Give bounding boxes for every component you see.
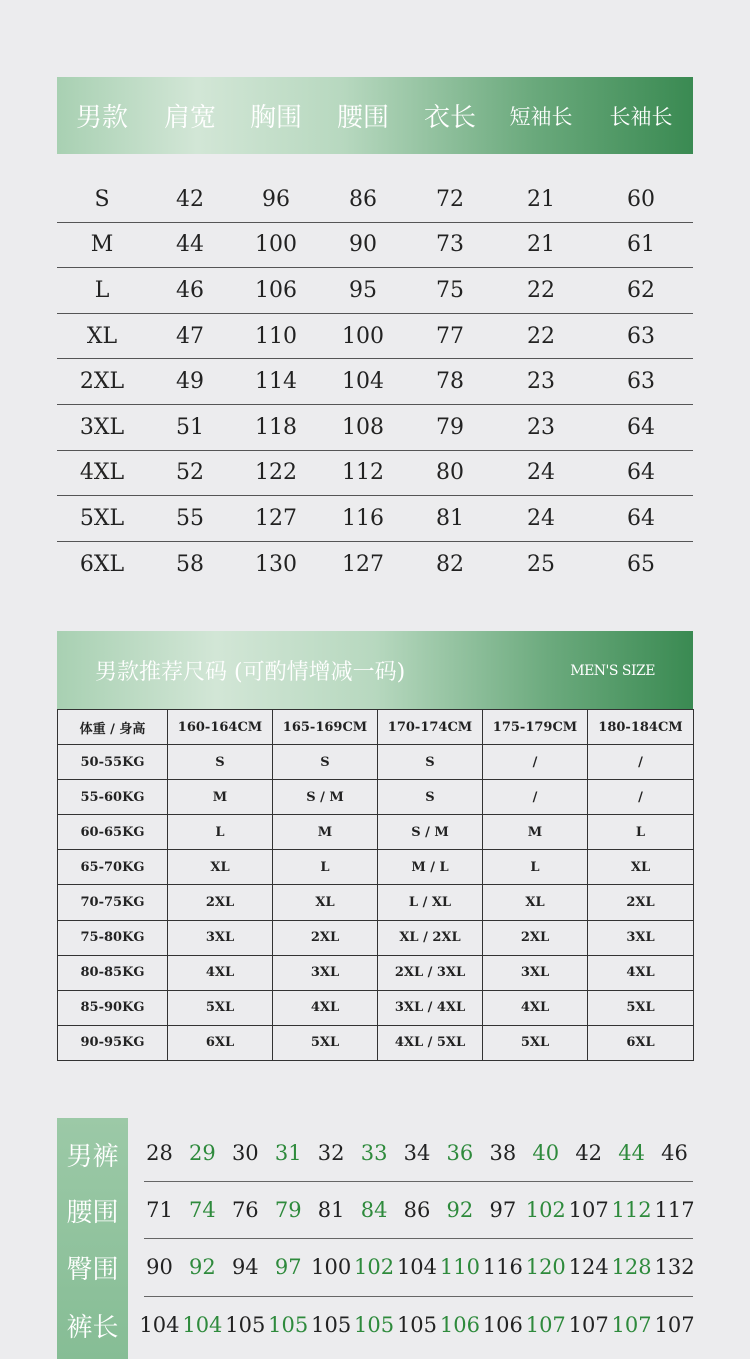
header-chest: 胸围: [249, 103, 302, 133]
size-value: 72: [436, 186, 464, 212]
header-shoulder: 肩宽: [163, 103, 216, 133]
weight-range: 70-75KG: [58, 885, 168, 920]
size-value: 106: [255, 277, 297, 303]
size-label: XL: [86, 323, 118, 349]
recommended-size: S: [378, 745, 483, 780]
height-range-header: 160-164CM: [168, 710, 273, 745]
height-range-header: 170-174CM: [378, 710, 483, 745]
pants-value: 94: [231, 1255, 259, 1279]
size-value: 22: [527, 277, 555, 303]
recommended-size: 4XL: [273, 990, 378, 1025]
size-value: 58: [176, 552, 204, 578]
weight-range: 60-65KG: [58, 815, 168, 850]
size-row: [57, 177, 693, 223]
recommend-row: [58, 745, 694, 780]
recommend-row: [58, 885, 694, 920]
pants-value: 104: [182, 1313, 223, 1337]
size-label: 3XL: [79, 414, 125, 440]
recommend-row: [58, 850, 694, 885]
size-value: 61: [627, 232, 655, 258]
size-value: 96: [262, 186, 290, 212]
size-row: [57, 314, 693, 360]
recommended-size: L: [588, 815, 694, 850]
size-label: 6XL: [79, 552, 125, 578]
recommended-size: M: [483, 815, 588, 850]
pants-value: 71: [146, 1198, 173, 1222]
pants-divider: [144, 1181, 693, 1182]
pants-value: 124: [568, 1255, 609, 1279]
size-row: [57, 451, 693, 497]
size-value: 75: [436, 277, 464, 303]
pants-value: 128: [611, 1255, 652, 1279]
recommended-size: XL: [273, 885, 378, 920]
recommended-size: /: [588, 745, 694, 780]
pants-value: 112: [611, 1198, 652, 1222]
size-value: 127: [342, 552, 384, 578]
size-value: 77: [436, 323, 464, 349]
size-value: 73: [436, 232, 464, 258]
recommended-size: /: [588, 780, 694, 815]
size-value: 116: [342, 505, 384, 531]
size-row: [57, 268, 693, 314]
recommended-size: XL / 2XL: [378, 920, 483, 955]
pants-value: 132: [654, 1255, 695, 1279]
recommended-size: 2XL: [168, 885, 273, 920]
size-row: [57, 405, 693, 451]
pants-row-label: 腰围: [66, 1198, 119, 1228]
size-row: [57, 359, 693, 405]
recommended-size: /: [483, 745, 588, 780]
weight-range: 90-95KG: [58, 1025, 168, 1060]
pants-value: 46: [661, 1141, 688, 1165]
height-range-header: 165-169CM: [273, 710, 378, 745]
recommended-size: M: [273, 815, 378, 850]
size-value: 64: [627, 460, 655, 486]
size-value: 44: [176, 232, 204, 258]
pants-divider: [144, 1238, 693, 1239]
pants-value: 104: [139, 1313, 180, 1337]
size-value: 104: [342, 369, 384, 395]
pants-value: 97: [274, 1255, 302, 1279]
size-value: 82: [436, 552, 464, 578]
recommend-row: [58, 990, 694, 1025]
pants-value: 104: [396, 1255, 438, 1279]
pants-value: 106: [439, 1313, 480, 1337]
height-range-header: 180-184CM: [588, 710, 694, 745]
recommend-header: [57, 631, 693, 709]
pants-value: 86: [403, 1198, 431, 1222]
size-value: 114: [255, 369, 297, 395]
recommended-size: 6XL: [168, 1025, 273, 1060]
recommend-row: [58, 955, 694, 990]
weight-range: 85-90KG: [58, 990, 168, 1025]
pants-value: 92: [189, 1255, 216, 1279]
size-value: 64: [627, 505, 655, 531]
size-value: 64: [627, 414, 655, 440]
recommend-row: [58, 920, 694, 955]
size-value: 65: [627, 552, 655, 578]
pants-value: 32: [317, 1141, 345, 1165]
recommended-size: 5XL: [168, 990, 273, 1025]
pants-value: 117: [654, 1198, 695, 1222]
pants-value: 42: [575, 1141, 603, 1165]
pants-value: 107: [568, 1198, 609, 1222]
recommended-size: 5XL: [588, 990, 694, 1025]
recommended-size: S: [378, 780, 483, 815]
recommend-table: [57, 709, 694, 1061]
recommended-size: 4XL / 5XL: [378, 1025, 483, 1060]
size-value: 110: [255, 323, 297, 349]
pants-value: 79: [274, 1198, 302, 1222]
pants-row-label: 臀围: [66, 1255, 119, 1285]
weight-height-header: 体重 / 身高: [58, 710, 168, 745]
weight-range: 50-55KG: [58, 745, 168, 780]
pants-value: 30: [231, 1141, 259, 1165]
size-value: 63: [627, 323, 655, 349]
pants-value: 102: [354, 1255, 395, 1279]
size-value: 95: [349, 277, 377, 303]
recommend-row: [58, 815, 694, 850]
header-style: 男款: [75, 103, 128, 133]
size-value: 51: [176, 414, 204, 440]
pants-divider: [144, 1296, 693, 1297]
recommended-size: L: [483, 850, 588, 885]
size-value: 112: [342, 460, 384, 486]
pants-value: 44: [618, 1141, 645, 1165]
pants-value: 105: [225, 1313, 266, 1337]
recommended-size: L: [168, 815, 273, 850]
recommended-size: XL: [483, 885, 588, 920]
recommend-row: [58, 1025, 694, 1060]
recommended-size: S: [168, 745, 273, 780]
header-long-sleeve: 长袖长: [609, 104, 673, 129]
size-row: [57, 496, 693, 542]
size-value: 79: [436, 414, 464, 440]
pants-value: 76: [231, 1198, 259, 1222]
size-value: 21: [527, 186, 555, 212]
weight-range: 75-80KG: [58, 920, 168, 955]
size-value: 23: [527, 369, 555, 395]
recommended-size: S / M: [378, 815, 483, 850]
size-value: 86: [349, 186, 377, 212]
pants-value: 105: [311, 1313, 352, 1337]
weight-range: 65-70KG: [58, 850, 168, 885]
recommended-size: M / L: [378, 850, 483, 885]
recommended-size: 4XL: [483, 990, 588, 1025]
size-value: 62: [627, 277, 655, 303]
pants-row: [138, 1305, 696, 1345]
size-label: 5XL: [79, 505, 125, 531]
size-value: 21: [527, 232, 555, 258]
recommended-size: XL: [588, 850, 694, 885]
height-range-header: 175-179CM: [483, 710, 588, 745]
pants-value: 84: [360, 1198, 388, 1222]
pants-value: 107: [568, 1313, 609, 1337]
pants-value: 105: [354, 1313, 395, 1337]
pants-row: [138, 1247, 696, 1287]
header-length: 衣长: [423, 103, 476, 133]
pants-row-label: 男裤: [66, 1142, 119, 1172]
pants-value: 28: [146, 1141, 173, 1165]
size-row: [57, 223, 693, 269]
size-value: 42: [176, 186, 204, 212]
size-value: 80: [436, 460, 464, 486]
recommended-size: 3XL: [168, 920, 273, 955]
weight-range: 80-85KG: [58, 955, 168, 990]
pants-value: 74: [189, 1198, 216, 1222]
pants-value: 33: [360, 1141, 388, 1165]
pants-row: [138, 1133, 696, 1173]
size-value: 122: [255, 460, 297, 486]
size-value: 100: [255, 232, 297, 258]
recommend-subtitle: MEN'S SIZE: [570, 663, 655, 679]
size-value: 130: [255, 552, 297, 578]
pants-value: 106: [482, 1313, 523, 1337]
size-value: 108: [342, 414, 384, 440]
size-value: 46: [176, 277, 204, 303]
size-value: 90: [349, 232, 377, 258]
size-value: 55: [176, 505, 204, 531]
size-value: 78: [436, 369, 464, 395]
size-chart-table: [57, 177, 693, 587]
recommended-size: S / M: [273, 780, 378, 815]
size-row: [57, 542, 693, 588]
pants-value: 90: [146, 1255, 173, 1279]
recommended-size: L: [273, 850, 378, 885]
pants-value: 105: [396, 1313, 438, 1337]
recommended-size: 3XL: [483, 955, 588, 990]
header-short-sleeve: 短袖长: [509, 104, 573, 129]
pants-value: 110: [439, 1255, 480, 1279]
pants-value: 40: [532, 1141, 560, 1165]
recommend-row: [58, 780, 694, 815]
recommended-size: L / XL: [378, 885, 483, 920]
recommended-size: 2XL / 3XL: [378, 955, 483, 990]
recommended-size: 5XL: [273, 1025, 378, 1060]
pants-value: 100: [311, 1255, 352, 1279]
size-value: 24: [527, 505, 555, 531]
size-label: 4XL: [79, 460, 125, 486]
size-value: 63: [627, 369, 655, 395]
recommended-size: 2XL: [588, 885, 694, 920]
header-waist: 腰围: [336, 103, 389, 133]
size-value: 100: [342, 323, 384, 349]
pants-row: [138, 1190, 696, 1230]
recommended-size: 3XL / 4XL: [378, 990, 483, 1025]
recommended-size: 6XL: [588, 1025, 694, 1060]
pants-value: 29: [189, 1141, 216, 1165]
recommended-size: 2XL: [483, 920, 588, 955]
pants-value: 102: [525, 1198, 566, 1222]
size-label: M: [90, 232, 114, 258]
recommended-size: S: [273, 745, 378, 780]
pants-value: 107: [654, 1313, 695, 1337]
pants-value: 120: [525, 1255, 566, 1279]
recommend-header-row: [58, 710, 694, 745]
pants-value: 107: [525, 1313, 566, 1337]
size-label: L: [94, 277, 110, 303]
size-value: 47: [176, 323, 204, 349]
size-value: 49: [176, 369, 204, 395]
pants-value: 36: [446, 1141, 474, 1165]
size-value: 118: [255, 414, 297, 440]
recommended-size: 2XL: [273, 920, 378, 955]
size-chart-header: [57, 77, 693, 154]
pants-value: 116: [482, 1255, 523, 1279]
size-value: 81: [436, 505, 464, 531]
pants-value: 31: [274, 1141, 302, 1165]
pants-value: 97: [489, 1198, 517, 1222]
size-value: 23: [527, 414, 555, 440]
recommended-size: 4XL: [168, 955, 273, 990]
recommended-size: /: [483, 780, 588, 815]
recommended-size: 3XL: [273, 955, 378, 990]
size-value: 52: [176, 460, 204, 486]
size-value: 60: [627, 186, 655, 212]
pants-value: 92: [446, 1198, 474, 1222]
recommend-title: 男款推荐尺码 (可酌情增减一码): [95, 660, 406, 685]
recommended-size: 4XL: [588, 955, 694, 990]
recommended-size: 5XL: [483, 1025, 588, 1060]
size-value: 127: [255, 505, 297, 531]
size-value: 25: [527, 552, 555, 578]
size-value: 24: [527, 460, 555, 486]
size-value: 22: [527, 323, 555, 349]
recommended-size: XL: [168, 850, 273, 885]
pants-value: 38: [489, 1141, 517, 1165]
size-label: 2XL: [79, 369, 125, 395]
recommended-size: 3XL: [588, 920, 694, 955]
pants-row-label: 裤长: [66, 1313, 119, 1343]
pants-value: 34: [403, 1141, 431, 1165]
pants-value: 81: [317, 1198, 345, 1222]
recommended-size: M: [168, 780, 273, 815]
weight-range: 55-60KG: [58, 780, 168, 815]
pants-value: 107: [611, 1313, 652, 1337]
size-label: S: [94, 186, 110, 212]
pants-value: 105: [268, 1313, 309, 1337]
